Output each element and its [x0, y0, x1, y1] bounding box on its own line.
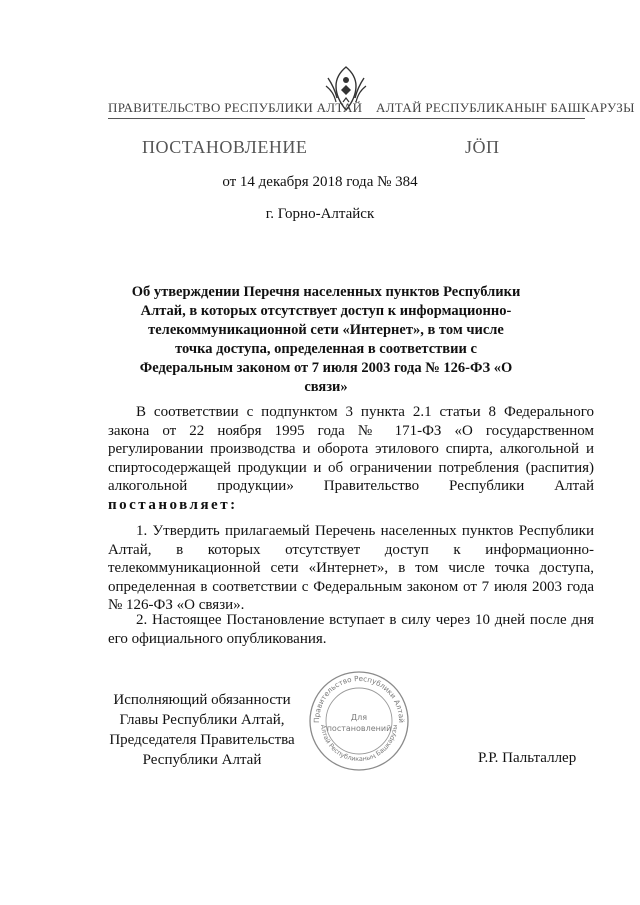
doc-type-right: ЈӦП [465, 137, 500, 157]
preamble-text: В соответствии с подпунктом 3 пункта 2.1 статьи 8 Федерального закона от 22 ноября 1995 года № 171-ФЗ «О государственном регулировании производства и оборота этилового спирта, алкогольной и спиртосодержащей продукции и об ограничении потребления (распития) алкогольной продукции» Правительство Республики Алтай [108, 404, 594, 494]
signatory-line-1: Исполняющий обязанности [113, 692, 291, 708]
signatory-title [108, 690, 296, 770]
item-1-text: 1. Утвердить прилагаемый Перечень населенных пунктов Республики Алтай, в которых отсутствует доступ к информационно-телекоммуникационной сети «Интернет», в том числе точка доступа, определенная в соответствии с Федеральным законом от 7 июля 2003 года № 126-ФЗ «О связи». [108, 523, 594, 613]
date-number: от 14 декабря 2018 года № 384 [222, 174, 418, 190]
signatory-line-2: Главы Республики Алтай, [119, 712, 285, 728]
header-divider [108, 118, 585, 119]
signatory-line-3: Председателя Правительства [109, 732, 295, 748]
list-item [108, 522, 594, 615]
signatory-line-4: Республики Алтай [142, 752, 262, 768]
stamp-center-line-2: постановлений [326, 724, 392, 733]
stamp-center-line-1: Для [350, 713, 368, 722]
signatory-name: Р.Р. Пальталлер [478, 750, 577, 766]
preamble-paragraph [108, 403, 594, 514]
item-2-text: 2. Настоящее Постановление вступает в силу через 10 дней после дня его официального опубликования. [108, 612, 594, 647]
header-left-text: ПРАВИТЕЛЬСТВО РЕСПУБЛИКИ АЛТАЙ [108, 100, 363, 115]
list-item [108, 611, 594, 648]
stamp-ring-text: Правительство Республики Алтай [311, 673, 407, 724]
doc-type-left: ПОСТАНОВЛЕНИЕ [142, 137, 308, 157]
header-right-text: АЛТАЙ РЕСПУБЛИКАНЫҤ БАШКАРУЗЫ [376, 100, 635, 115]
official-stamp [308, 670, 410, 772]
document-title: Об утверждении Перечня населенных пунктов Республики Алтай, в которых отсутствует доступ к информационно-телекоммуникационной сети «Интернет», в том числе точка доступа, определенная в соответствии с Федеральным законом от 7 июля 2003 года № 126-ФЗ «О связи» [131, 284, 521, 395]
preamble-emphasis: постановляет: [108, 496, 238, 513]
stamp-ring-text-bottom: Алтай Республиканың Башкарузы [318, 724, 400, 764]
city: г. Горно-Алтайск [265, 206, 375, 222]
